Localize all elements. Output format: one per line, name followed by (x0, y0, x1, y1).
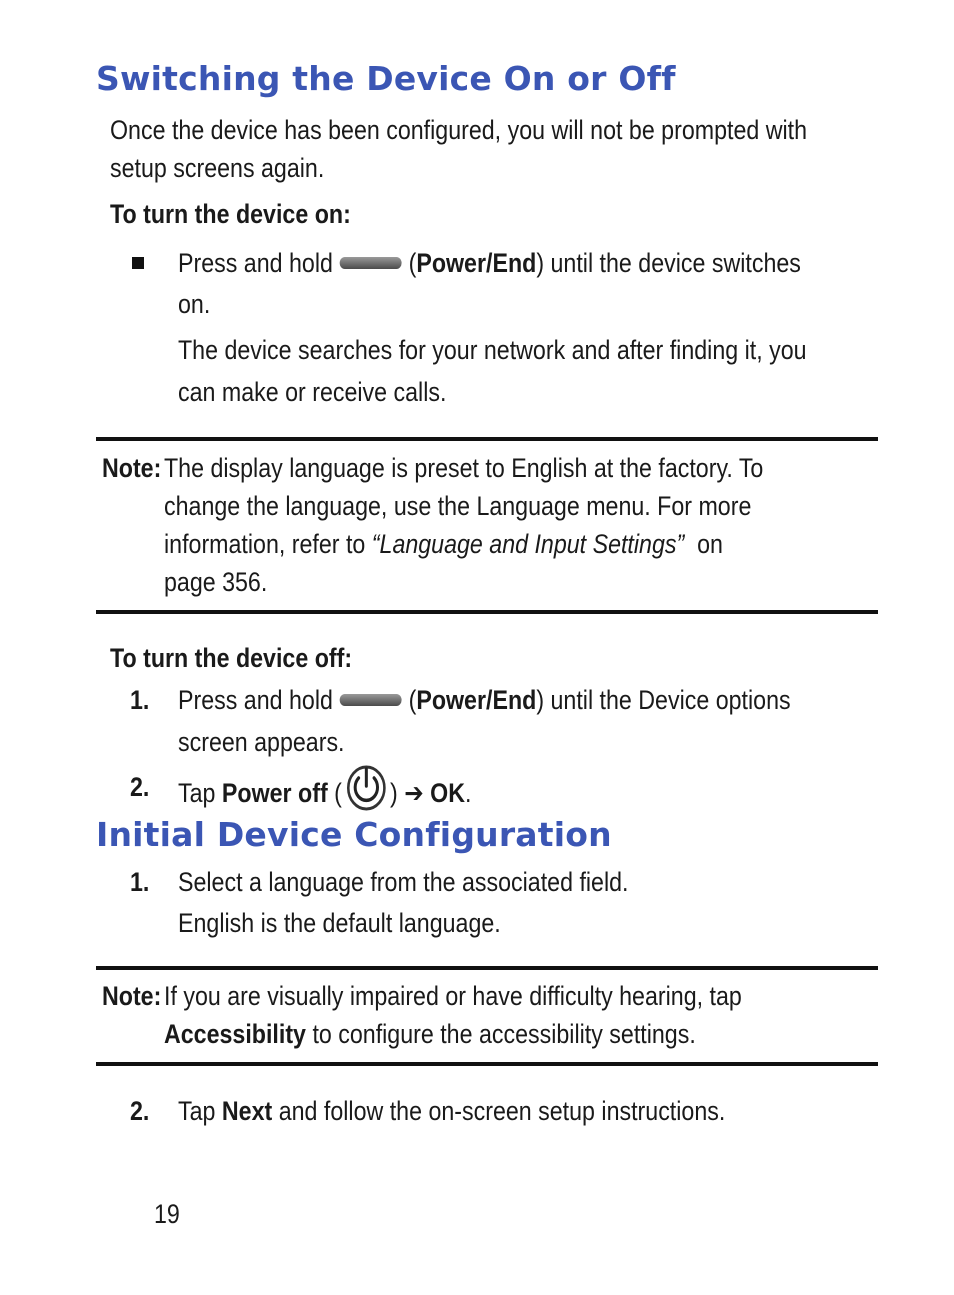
off-step-1-number: 1. (130, 685, 150, 715)
power-off-icon (344, 760, 389, 822)
note-line-4: page 356. (164, 567, 268, 597)
ok-label: OK (430, 778, 465, 809)
note2-label: Note: (102, 981, 162, 1011)
intro-line-1: Once the device has been configured, you will not be prompted with (110, 115, 808, 145)
config-step-1-line-2: English is the default language. (178, 908, 501, 938)
power-end-key-icon (340, 694, 402, 706)
off-step-2-number: 2. (130, 772, 150, 802)
note-line-3-post: on (697, 529, 723, 559)
config-step-2 (178, 1092, 725, 1130)
config-step-1-line-1: Select a language from the associated field. (178, 867, 629, 897)
intro-line-2: setup screens again. (110, 153, 325, 183)
turn-on-result-line-2: can make or receive calls. (178, 377, 447, 407)
power-end-key-icon (340, 257, 402, 269)
note-line-1: The display language is preset to English at the factory. To (164, 453, 764, 483)
off-step-2-pre: Tap (178, 778, 216, 809)
language-settings-reference: “Language and Input Settings” (371, 529, 685, 559)
note2-line-2-post: to configure the accessibility settings. (312, 1019, 696, 1049)
off-step-2: Tap Power off ( ) ➔ OK. (178, 768, 471, 822)
note-top-rule (96, 437, 878, 441)
section-title-switching: Switching the Device On or Off (96, 59, 676, 98)
power-off-label: Power off (221, 778, 328, 809)
note2-line-2 (164, 1015, 696, 1053)
turn-on-step-line-2: on. (178, 289, 211, 319)
section-title-initial-config: Initial Device Configuration (96, 815, 612, 854)
config-step-1-number: 1. (130, 867, 150, 897)
note-bottom-rule (96, 610, 878, 614)
off-step-1: Press and hold (Power/End) until the Device options (178, 685, 791, 715)
config-step-2-number: 2. (130, 1096, 150, 1126)
config-step-2-post: and follow the on-screen setup instructions. (278, 1096, 726, 1126)
off-step-1-line-2: screen appears. (178, 727, 345, 757)
page-number: 19 (154, 1199, 180, 1229)
note2-bottom-rule (96, 1062, 878, 1066)
turn-off-heading: To turn the device off: (110, 643, 353, 673)
accessibility-label: Accessibility (164, 1019, 306, 1049)
turn-on-step-post: ) until the device switches (536, 248, 801, 278)
turn-on-key-label: Power/End (416, 248, 537, 278)
config-step-2-pre: Tap (178, 1096, 216, 1126)
note-line-2: change the language, use the Language menu. For more (164, 491, 752, 521)
bullet-square-icon (132, 257, 144, 269)
off-step-1-key-label: Power/End (416, 685, 537, 715)
note-line-3 (164, 525, 723, 563)
turn-on-step-pre: Press and hold (178, 248, 333, 278)
turn-on-step: Press and hold (Power/End) until the device switches (178, 248, 801, 278)
note-line-3-pre: information, refer to (164, 529, 366, 559)
next-label: Next (221, 1096, 273, 1126)
turn-on-heading: To turn the device on: (110, 199, 351, 229)
turn-on-result-line-1: The device searches for your network and after finding it, you (178, 335, 807, 365)
off-step-1-post: ) until the Device options (536, 685, 791, 715)
arrow-symbol: ) ➔ (390, 778, 424, 809)
off-step-1-pre: Press and hold (178, 685, 333, 715)
note-label: Note: (102, 453, 162, 483)
note2-top-rule (96, 966, 878, 970)
note2-line-1: If you are visually impaired or have difficulty hearing, tap (164, 981, 742, 1011)
